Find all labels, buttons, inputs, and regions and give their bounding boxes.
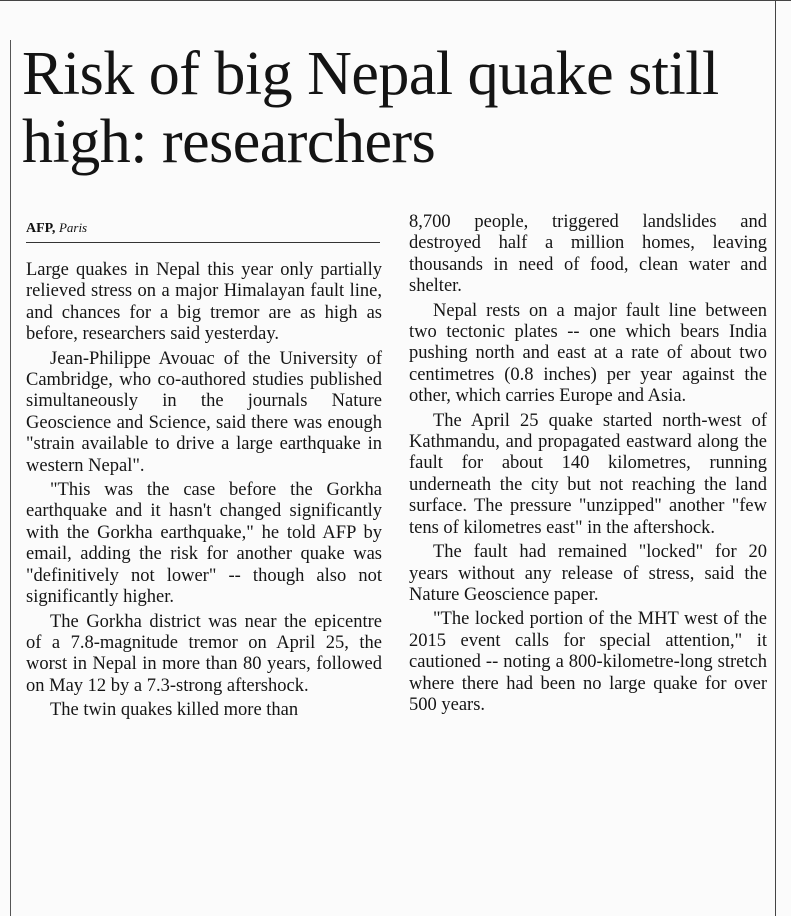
- paragraph: 8,700 people, triggered landslides and destroyed half a million homes, leaving thousands in need of food, clean water and shelter.: [409, 212, 767, 297]
- article-column-left: [26, 260, 382, 725]
- paragraph: The twin quakes killed more than: [50, 700, 299, 721]
- paragraph: Nepal rests on a major fault line between two tectonic plates -- one which bears India pushing north and east at a rate of about two centimetres (0.8 inches) per year against the other, which carries Europe and Asia.: [409, 300, 767, 407]
- right-column-rule: [775, 0, 776, 916]
- top-border-rule: [0, 0, 791, 1]
- article-column-right: [409, 212, 767, 719]
- paragraph: The fault had remained "locked" for 20 years without any release of stress, said the Nature Geoscience paper.: [409, 542, 767, 605]
- byline-agency: AFP,: [26, 221, 56, 236]
- paragraph: Jean-Philippe Avouac of the University of Cambridge, who co-authored studies published simultaneously in the journals Nature Geoscience and Science, said there was enough "strain available to drive a large earthquake in western Nepal".: [26, 348, 382, 476]
- left-column-rule: [10, 40, 11, 916]
- paragraph: "This was the case before the Gorkha earthquake and it hasn't changed significantly with the Gorkha earthquake," he told AFP by email, adding the risk for another quake was "definitively not lower" -- though also not significantly higher.: [26, 480, 382, 608]
- byline-rule: [26, 242, 380, 243]
- byline: [26, 220, 87, 237]
- paragraph: The Gorkha district was near the epicentre of a 7.8-magnitude tremor on April 25, the worst in Nepal in more than 80 years, followed on May 12 by a 7.3-strong aftershock.: [26, 611, 382, 696]
- paragraph: "The locked portion of the MHT west of the 2015 event calls for special attention," it cautioned -- noting a 800-kilometre-long stretch where there had been no large quake for over 500 years.: [409, 609, 767, 715]
- paragraph: The April 25 quake started north-west of Kathmandu, and propagated eastward along the fault for about 140 kilometres, running underneath the city but not reaching the land surface. The pressure "unzipped" another "few tens of kilometres east" in the aftershock.: [409, 410, 767, 538]
- byline-city: Paris: [58, 220, 88, 235]
- headline: Risk of big Nepal quake still high: researchers: [22, 40, 719, 176]
- paragraph: Large quakes in Nepal this year only partially relieved stress on a major Himalayan fault line, and chances for a big tremor are as high as before, researchers said yesterday.: [26, 260, 382, 345]
